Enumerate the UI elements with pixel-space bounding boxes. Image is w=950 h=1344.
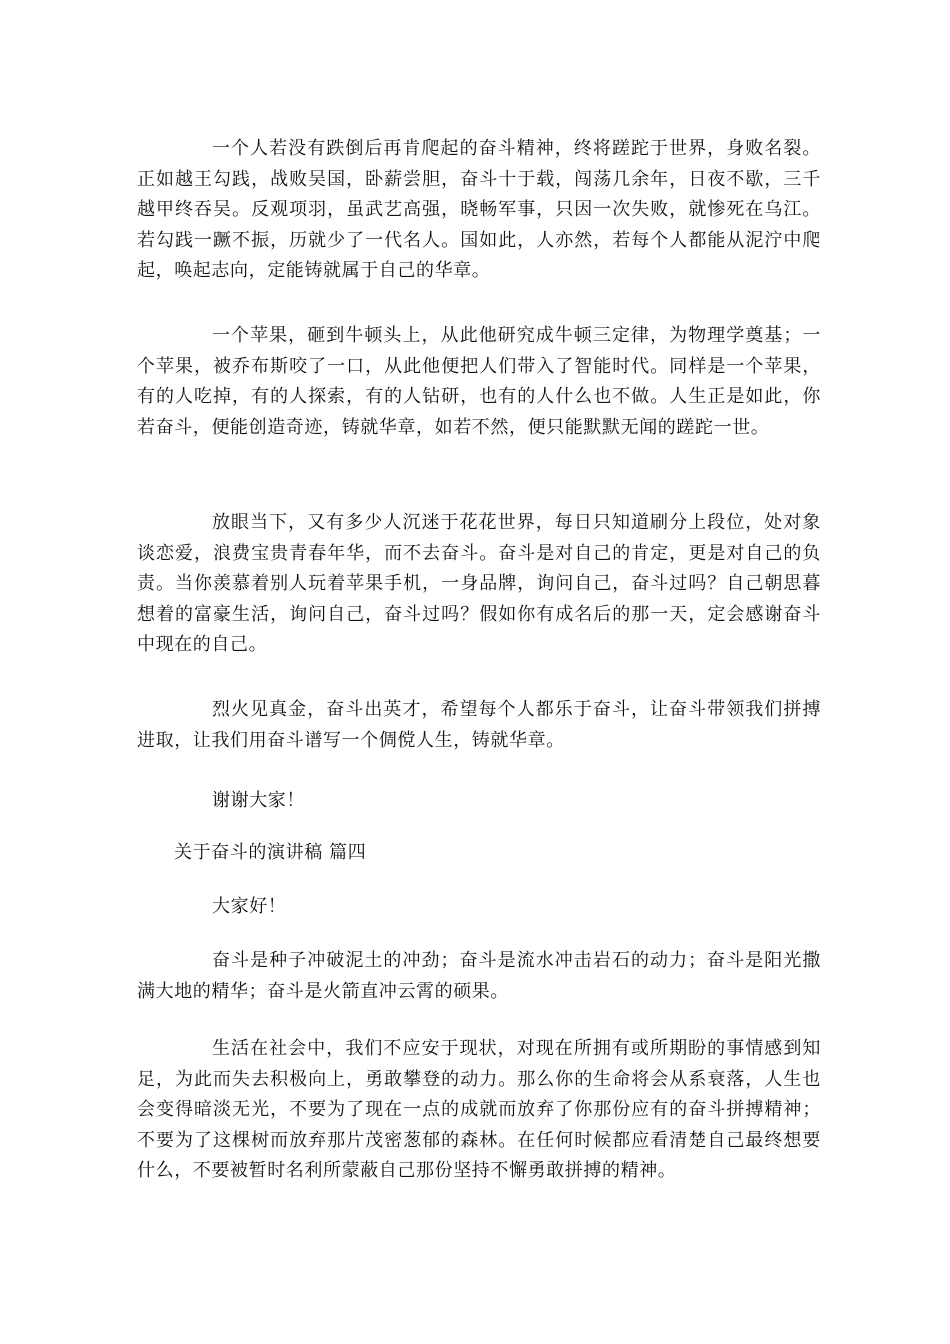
paragraph-perseverance: 一个人若没有跌倒后再肯爬起的奋斗精神，终将蹉跎于世界，身败名裂。正如越王勾践，战败吴国，卧薪尝胆，奋斗十于载，闯荡几余年，日夜不歇，三千越甲终吞吴。反观项羽，虽武艺高强，晓畅军事，只因一次失败，就惨死在乌江。若勾践一蹶不振，历就少了一代名人。国如此，人亦然，若每个人都能从泥泞中爬起，唤起志向，定能铸就属于自己的华章。 [137, 138, 821, 281]
paragraph-conclusion: 烈火见真金，奋斗出英才，希望每个人都乐于奋斗，让奋斗带领我们拼搏进取，让我们用奋斗谱写一个倜傥人生，铸就华章。 [137, 699, 821, 751]
paragraph-definition: 奋斗是种子冲破泥土的冲劲；奋斗是流水冲击岩石的动力；奋斗是阳光撒满大地的精华；奋斗是火箭直冲云霄的硕果。 [137, 950, 821, 1002]
paragraph-present-day: 放眼当下，又有多少人沉迷于花花世界，每日只知道刷分上段位，处对象谈恋爱，浪费宝贵青春年华，而不去奋斗。奋斗是对自己的肯定，更是对自己的负责。当你羡慕着别人玩着苹果手机，一身品牌，询问自己，奋斗过吗？自己朝思暮想着的富豪生活，询问自己，奋斗过吗？假如你有成名后的那一天，定会感谢奋斗中现在的自己。 [137, 512, 821, 655]
section-title: 关于奋斗的演讲稿 篇四 [174, 842, 367, 863]
paragraph-thanks: 谢谢大家！ [212, 790, 305, 811]
paragraph-society: 生活在社会中，我们不应安于现状，对现在所拥有或所期盼的事情感到知足，为此而失去积极向上，勇敢攀登的动力。那么你的生命将会从系衰落，人生也会变得暗淡无光，不要为了现在一点的成就而放弃了你那份应有的奋斗拼搏精神；不要为了这棵树而放弃那片茂密葱郁的森林。在任何时候都应看清楚自己最终想要什么，不要被暂时名利所蒙蔽自己那份坚持不懈勇敢拼搏的精神。 [137, 1038, 821, 1181]
paragraph-greeting: 大家好！ [212, 896, 287, 917]
paragraph-apple: 一个苹果，砸到牛顿头上，从此他研究成牛顿三定律，为物理学奠基；一个苹果，被乔布斯咬了一口，从此他便把人们带入了智能时代。同样是一个苹果，有的人吃掉，有的人探索，有的人钻研，也有的人什么也不做。人生正是如此，你若奋斗，便能创造奇迹，铸就华章，如若不然，便只能默默无闻的蹉跎一世。 [137, 325, 821, 438]
